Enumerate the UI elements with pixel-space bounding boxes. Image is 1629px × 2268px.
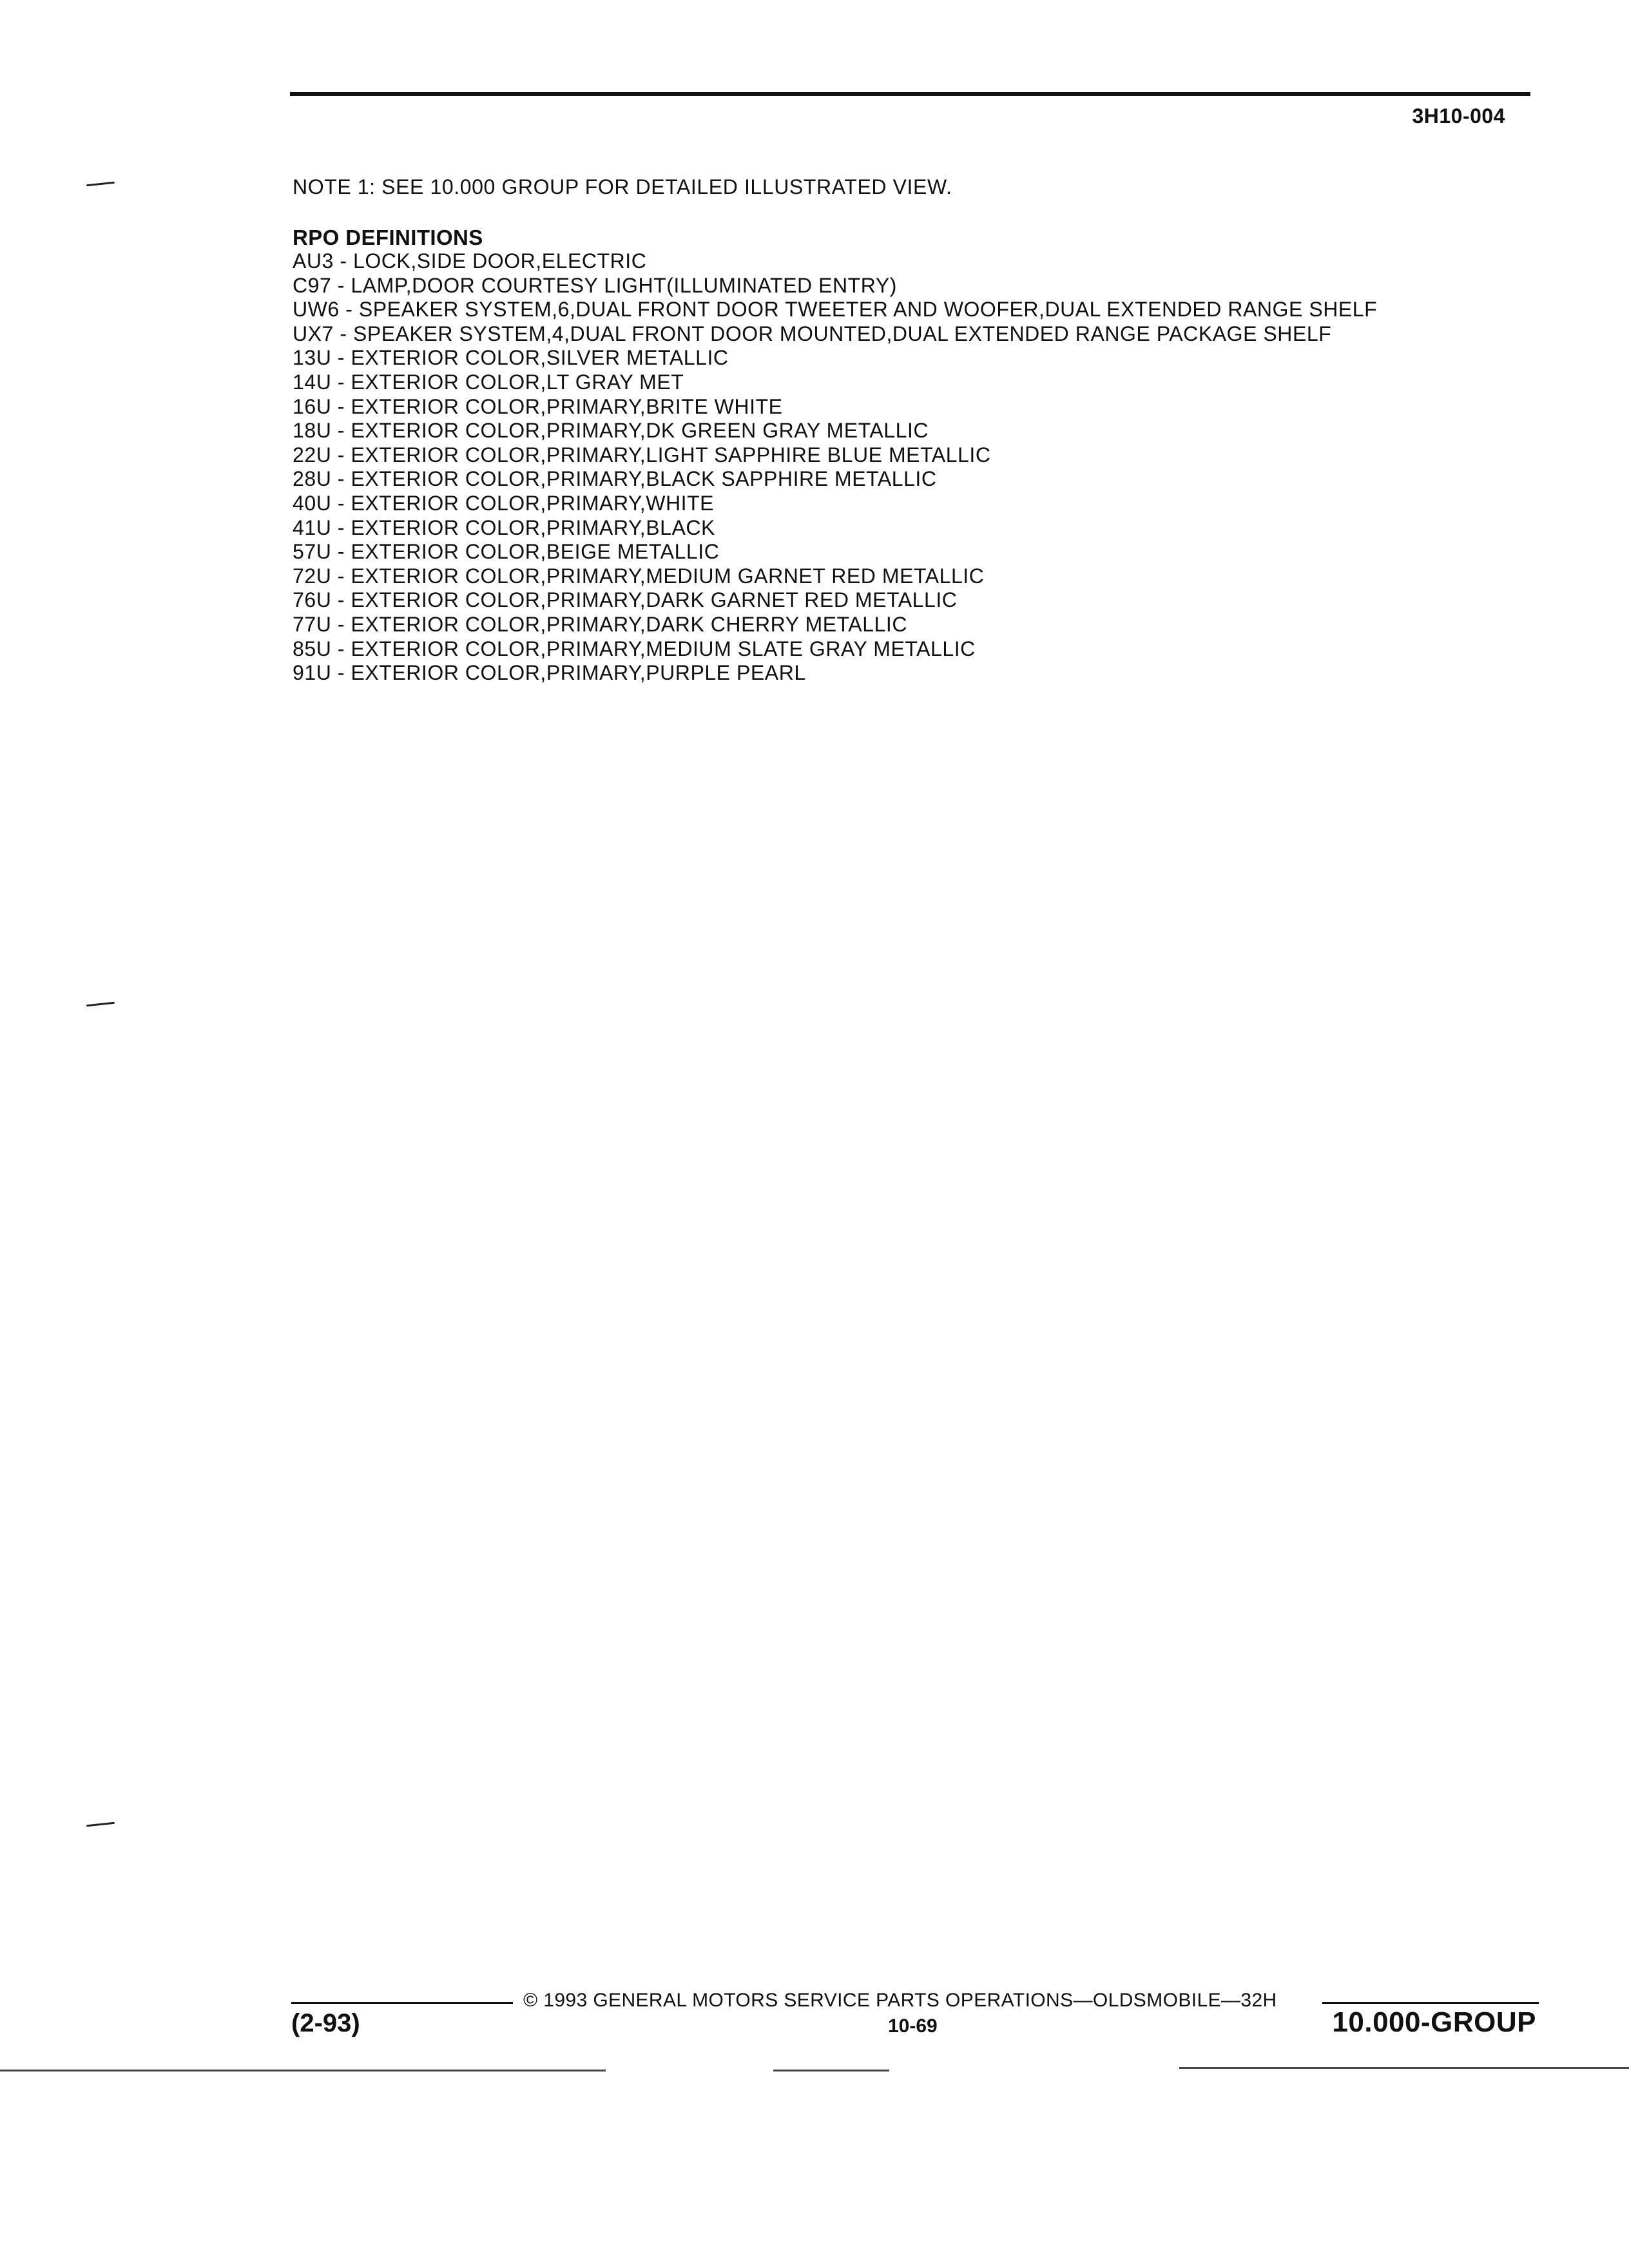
rpo-item: UX7 - SPEAKER SYSTEM,4,DUAL FRONT DOOR MOUNTED,DUAL EXTENDED RANGE PACKAGE SHELF [293,322,1332,345]
footer-date: (2-93) [291,2009,360,2037]
rpo-item: 72U - EXTERIOR COLOR,PRIMARY,MEDIUM GARNET RED METALLIC [293,564,985,588]
bottom-rule [773,2070,889,2071]
bottom-rule [1179,2067,1629,2069]
rpo-item: 14U - EXTERIOR COLOR,LT GRAY MET [293,370,684,394]
rpo-item: C97 - LAMP,DOOR COURTESY LIGHT(ILLUMINATED ENTRY) [293,273,897,297]
rpo-item: AU3 - LOCK,SIDE DOOR,ELECTRIC [293,249,647,273]
margin-mark [86,1002,115,1007]
rpo-definitions [293,226,1556,686]
rpo-item: 85U - EXTERIOR COLOR,PRIMARY,MEDIUM SLATE GRAY METALLIC [293,637,976,660]
margin-mark [86,182,115,187]
rpo-item: 91U - EXTERIOR COLOR,PRIMARY,PURPLE PEARL [293,661,806,685]
footer-group-label: 10.000-GROUP [1332,2006,1536,2038]
rpo-item: 77U - EXTERIOR COLOR,PRIMARY,DARK CHERRY METALLIC [293,612,907,636]
footer-copyright: © 1993 GENERAL MOTORS SERVICE PARTS OPERATIONS—OLDSMOBILE—32H [523,1990,1277,2011]
rpo-item: 28U - EXTERIOR COLOR,PRIMARY,BLACK SAPPHIRE METALLIC [293,467,937,491]
rpo-item: 22U - EXTERIOR COLOR,PRIMARY,LIGHT SAPPHIRE BLUE METALLIC [293,443,991,466]
document-code: 3H10-004 [1412,104,1505,128]
rpo-item: 41U - EXTERIOR COLOR,PRIMARY,BLACK [293,515,715,539]
rpo-item: UW6 - SPEAKER SYSTEM,6,DUAL FRONT DOOR TWEETER AND WOOFER,DUAL EXTENDED RANGE SHELF [293,298,1378,322]
footer-rule-right [1322,2002,1539,2004]
header-rule [290,92,1530,96]
rpo-item: 16U - EXTERIOR COLOR,PRIMARY,BRITE WHITE [293,394,783,418]
rpo-item: 40U - EXTERIOR COLOR,PRIMARY,WHITE [293,491,715,515]
footer-page-number: 10-69 [888,2015,938,2037]
rpo-list [293,249,1556,686]
bottom-rule [0,2070,606,2071]
note-text: NOTE 1: SEE 10.000 GROUP FOR DETAILED ILLUSTRATED VIEW. [293,175,952,198]
rpo-item: 57U - EXTERIOR COLOR,BEIGE METALLIC [293,540,720,564]
rpo-item: 18U - EXTERIOR COLOR,PRIMARY,DK GREEN GRAY METALLIC [293,419,929,443]
rpo-heading: RPO DEFINITIONS [293,226,483,249]
footer-rule-left [291,2002,513,2004]
rpo-item: 13U - EXTERIOR COLOR,SILVER METALLIC [293,346,729,370]
margin-mark [86,1822,115,1827]
rpo-item: 76U - EXTERIOR COLOR,PRIMARY,DARK GARNET RED METALLIC [293,588,958,612]
